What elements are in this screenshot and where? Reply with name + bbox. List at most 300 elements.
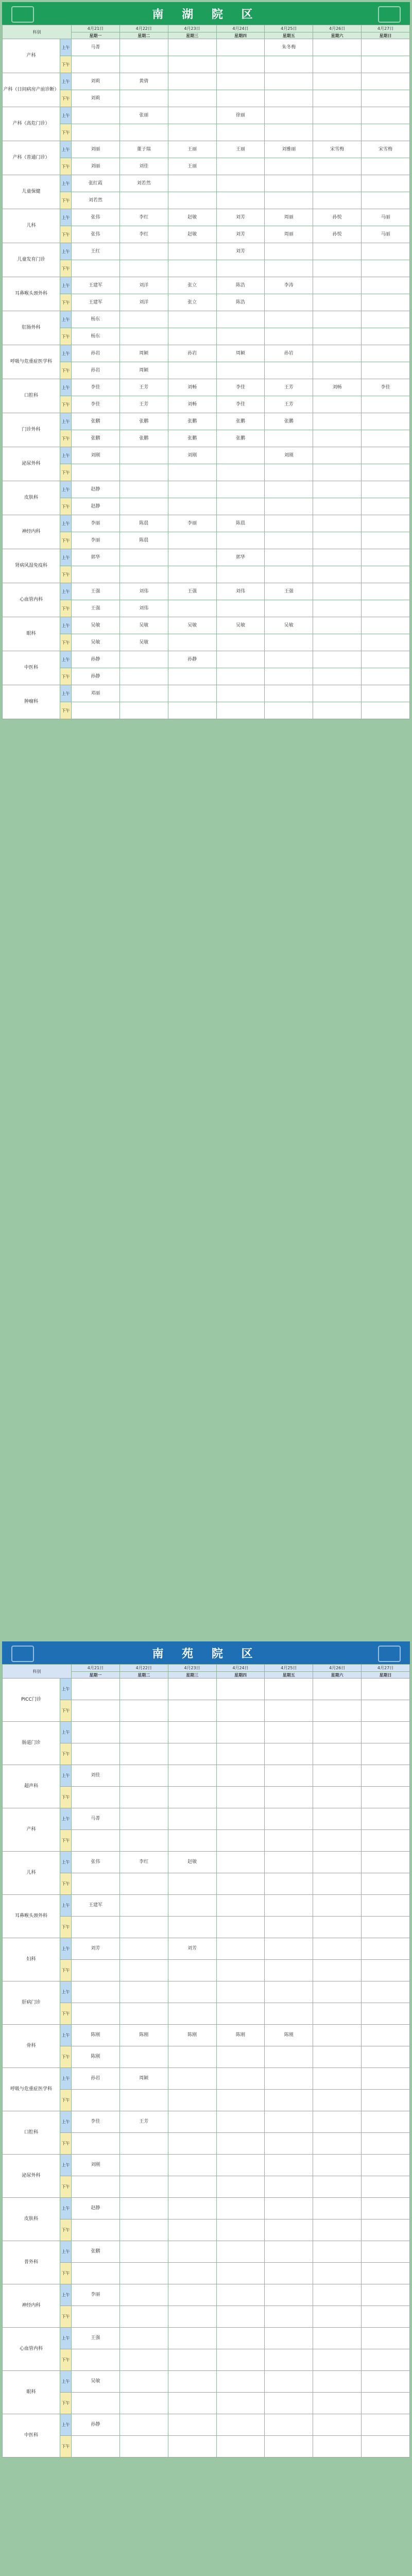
doctor-cell xyxy=(168,1787,216,1808)
doctor-cell xyxy=(119,2414,168,2436)
doctor-cell xyxy=(119,56,168,73)
doctor-cell xyxy=(265,311,313,328)
doctor-cell xyxy=(72,1722,120,1743)
afternoon-label: 下午 xyxy=(60,464,72,481)
doctor-cell: 张鹏 xyxy=(119,413,168,430)
doctor-cell: 陈刚 xyxy=(72,2046,120,2068)
doctor-cell xyxy=(313,2349,362,2371)
morning-label: 上午 xyxy=(60,379,72,396)
doctor-cell: 陈晨 xyxy=(119,515,168,532)
doctor-cell xyxy=(362,2284,410,2306)
table-row xyxy=(3,2349,410,2371)
doctor-cell: 赵敏 xyxy=(168,209,216,226)
doctor-cell xyxy=(265,175,313,192)
doctor-cell: 张鹏 xyxy=(216,430,265,447)
doctor-cell xyxy=(313,345,362,362)
doctor-cell xyxy=(119,1917,168,1938)
morning-label: 上午 xyxy=(60,175,72,192)
doctor-cell: 刘刚 xyxy=(168,447,216,464)
doctor-cell xyxy=(362,56,410,73)
doctor-cell xyxy=(313,2306,362,2328)
doctor-cell: 李丽 xyxy=(72,515,120,532)
doctor-cell: 刘丽 xyxy=(72,141,120,158)
table-row xyxy=(3,583,410,600)
doctor-cell xyxy=(216,311,265,328)
doctor-cell: 刘芳 xyxy=(168,1938,216,1960)
doctor-cell: 李涛 xyxy=(265,277,313,294)
doctor-cell xyxy=(168,2003,216,2025)
doctor-cell xyxy=(119,1938,168,1960)
table-row xyxy=(3,2241,410,2263)
dept-name: 肝病门诊 xyxy=(3,1981,60,2025)
table-row xyxy=(3,362,410,379)
table-row xyxy=(3,702,410,719)
doctor-cell xyxy=(119,1960,168,1981)
afternoon-label: 下午 xyxy=(60,362,72,379)
doctor-cell xyxy=(216,1895,265,1917)
doctor-cell: 刘洋 xyxy=(119,294,168,311)
table-row xyxy=(3,2046,410,2068)
doctor-cell xyxy=(216,1938,265,1960)
doctor-cell xyxy=(265,243,313,260)
doctor-cell xyxy=(72,1743,120,1765)
doctor-cell xyxy=(313,243,362,260)
doctor-cell: 李佳 xyxy=(72,2111,120,2133)
doctor-cell xyxy=(168,39,216,56)
doctor-cell xyxy=(72,124,120,141)
doctor-cell xyxy=(265,634,313,651)
doctor-cell xyxy=(313,1679,362,1700)
doctor-cell xyxy=(362,481,410,498)
morning-label: 上午 xyxy=(60,447,72,464)
doctor-cell xyxy=(313,634,362,651)
afternoon-label: 下午 xyxy=(60,566,72,583)
doctor-cell xyxy=(362,158,410,175)
doctor-cell xyxy=(168,1981,216,2003)
doctor-cell xyxy=(362,515,410,532)
doctor-cell xyxy=(216,2198,265,2219)
doctor-cell xyxy=(216,175,265,192)
campus-title-band xyxy=(2,2,410,25)
afternoon-label: 下午 xyxy=(60,328,72,345)
doctor-cell xyxy=(119,2003,168,2025)
doctor-cell xyxy=(119,1722,168,1743)
doctor-cell xyxy=(168,175,216,192)
doctor-cell xyxy=(168,2068,216,2090)
dept-name: 肠道门诊 xyxy=(3,1722,60,1765)
doctor-cell xyxy=(168,2414,216,2436)
morning-label: 上午 xyxy=(60,2111,72,2133)
doctor-cell: 孙岩 xyxy=(265,345,313,362)
doctor-cell xyxy=(119,39,168,56)
doctor-cell xyxy=(72,56,120,73)
doctor-cell xyxy=(265,498,313,515)
doctor-cell: 李佳 xyxy=(216,396,265,413)
doctor-cell xyxy=(313,685,362,702)
dept-name: 耳鼻喉头颈外科 xyxy=(3,1895,60,1938)
doctor-cell xyxy=(168,2349,216,2371)
doctor-cell xyxy=(119,2133,168,2155)
morning-label: 上午 xyxy=(60,515,72,532)
doctor-cell xyxy=(216,702,265,719)
campus-title: 南 湖 院 区 xyxy=(152,7,260,21)
table-row xyxy=(3,1873,410,1895)
doctor-cell xyxy=(119,498,168,515)
doctor-cell xyxy=(313,617,362,634)
doctor-cell xyxy=(265,1808,313,1830)
doctor-cell xyxy=(216,1830,265,1852)
doctor-cell xyxy=(119,464,168,481)
date-header: 4月21日 xyxy=(72,25,120,32)
doctor-cell xyxy=(119,1765,168,1787)
doctor-cell xyxy=(119,1679,168,1700)
doctor-cell xyxy=(72,1787,120,1808)
morning-label: 上午 xyxy=(60,2155,72,2176)
doctor-cell xyxy=(119,2090,168,2111)
morning-label: 上午 xyxy=(60,141,72,158)
doctor-cell: 刘芳 xyxy=(216,209,265,226)
table-row xyxy=(3,2414,410,2436)
doctor-cell xyxy=(216,1873,265,1895)
doctor-cell: 张鹏 xyxy=(168,430,216,447)
doctor-cell: 张伟 xyxy=(72,209,120,226)
doctor-cell xyxy=(119,651,168,668)
doctor-cell: 宋雪梅 xyxy=(362,141,410,158)
doctor-cell xyxy=(362,1852,410,1873)
doctor-cell xyxy=(362,1679,410,1700)
decorative-frame-icon xyxy=(378,1646,401,1662)
doctor-cell xyxy=(119,1981,168,2003)
doctor-cell xyxy=(313,464,362,481)
doctor-cell xyxy=(265,1722,313,1743)
doctor-cell: 赵静 xyxy=(72,2198,120,2219)
doctor-cell: 李丽 xyxy=(72,2284,120,2306)
doctor-cell: 刘芳 xyxy=(72,1938,120,1960)
morning-label: 上午 xyxy=(60,1938,72,1960)
doctor-cell: 王芳 xyxy=(119,2111,168,2133)
doctor-cell xyxy=(362,2414,410,2436)
doctor-cell: 周颖 xyxy=(119,345,168,362)
doctor-cell xyxy=(216,1700,265,1722)
doctor-cell xyxy=(313,175,362,192)
table-row xyxy=(3,1960,410,1981)
doctor-cell xyxy=(216,651,265,668)
doctor-cell xyxy=(362,2219,410,2241)
table-row xyxy=(3,2306,410,2328)
morning-label: 上午 xyxy=(60,209,72,226)
doctor-cell xyxy=(313,1700,362,1722)
table-row xyxy=(3,2176,410,2198)
morning-label: 上午 xyxy=(60,39,72,56)
doctor-cell xyxy=(313,447,362,464)
doctor-cell: 周丽 xyxy=(265,226,313,243)
dept-name: 肿瘤科 xyxy=(3,685,60,719)
doctor-cell: 李佳 xyxy=(72,396,120,413)
doctor-cell: 王强 xyxy=(72,583,120,600)
doctor-cell xyxy=(362,1808,410,1830)
doctor-cell xyxy=(313,2155,362,2176)
dept-name: 呼吸与危重症医学科 xyxy=(3,2068,60,2111)
doctor-cell: 杨东 xyxy=(72,328,120,345)
doctor-cell xyxy=(362,2436,410,2458)
doctor-cell xyxy=(362,2155,410,2176)
doctor-cell xyxy=(362,651,410,668)
doctor-cell: 李佳 xyxy=(216,379,265,396)
doctor-cell xyxy=(313,107,362,124)
doctor-cell xyxy=(362,1938,410,1960)
afternoon-label: 下午 xyxy=(60,430,72,447)
weekday-header: 星期日 xyxy=(362,32,410,39)
doctor-cell xyxy=(362,294,410,311)
morning-label: 上午 xyxy=(60,651,72,668)
doctor-cell xyxy=(216,2090,265,2111)
doctor-cell xyxy=(168,1808,216,1830)
doctor-cell xyxy=(313,90,362,107)
doctor-cell xyxy=(265,260,313,277)
doctor-cell xyxy=(72,1679,120,1700)
dept-name: 中医科 xyxy=(3,651,60,685)
doctor-cell xyxy=(362,1743,410,1765)
doctor-cell xyxy=(168,566,216,583)
doctor-cell xyxy=(72,2090,120,2111)
doctor-cell xyxy=(119,2371,168,2393)
doctor-cell xyxy=(313,430,362,447)
doctor-cell: 张鹏 xyxy=(168,413,216,430)
dept-name: 产科 xyxy=(3,39,60,73)
doctor-cell xyxy=(119,90,168,107)
campus-section-1 xyxy=(2,2,410,719)
date-header: 4月21日 xyxy=(72,1665,120,1672)
doctor-cell xyxy=(168,2328,216,2349)
doctor-cell xyxy=(265,600,313,617)
morning-label: 上午 xyxy=(60,1852,72,1873)
doctor-cell xyxy=(313,2046,362,2068)
weekday-header: 星期二 xyxy=(119,32,168,39)
doctor-cell: 赵敏 xyxy=(168,226,216,243)
table-row xyxy=(3,345,410,362)
doctor-cell: 吴敏 xyxy=(72,634,120,651)
doctor-cell xyxy=(168,464,216,481)
doctor-cell xyxy=(216,1917,265,1938)
doctor-cell xyxy=(265,2241,313,2263)
doctor-cell xyxy=(216,2284,265,2306)
doctor-cell: 刘芳 xyxy=(216,243,265,260)
afternoon-label: 下午 xyxy=(60,260,72,277)
table-row xyxy=(3,1722,410,1743)
morning-label: 上午 xyxy=(60,107,72,124)
doctor-cell xyxy=(216,2111,265,2133)
table-row xyxy=(3,430,410,447)
afternoon-label: 下午 xyxy=(60,1917,72,1938)
doctor-cell xyxy=(265,651,313,668)
doctor-cell: 李丽 xyxy=(168,515,216,532)
doctor-cell xyxy=(362,90,410,107)
table-row xyxy=(3,243,410,260)
doctor-cell xyxy=(362,124,410,141)
schedule-table xyxy=(2,25,410,719)
doctor-cell xyxy=(168,1679,216,1700)
doctor-cell xyxy=(168,549,216,566)
doctor-cell xyxy=(119,685,168,702)
doctor-cell: 孙静 xyxy=(168,651,216,668)
doctor-cell xyxy=(313,2111,362,2133)
doctor-cell xyxy=(168,498,216,515)
doctor-cell: 黄倩 xyxy=(119,73,168,90)
doctor-cell xyxy=(216,2371,265,2393)
table-row xyxy=(3,651,410,668)
doctor-cell xyxy=(313,2003,362,2025)
dept-name: 产科（日间病房产前诊断） xyxy=(3,73,60,107)
doctor-cell xyxy=(119,2306,168,2328)
table-row xyxy=(3,2436,410,2458)
doctor-cell xyxy=(72,1700,120,1722)
doctor-cell xyxy=(362,175,410,192)
table-row xyxy=(3,260,410,277)
afternoon-label: 下午 xyxy=(60,2349,72,2371)
doctor-cell xyxy=(119,328,168,345)
table-row xyxy=(3,2328,410,2349)
morning-label: 上午 xyxy=(60,413,72,430)
afternoon-label: 下午 xyxy=(60,1830,72,1852)
doctor-cell xyxy=(313,56,362,73)
doctor-cell xyxy=(362,1873,410,1895)
doctor-cell: 刘刚 xyxy=(72,2155,120,2176)
doctor-cell xyxy=(362,1981,410,2003)
table-row xyxy=(3,464,410,481)
doctor-cell xyxy=(313,158,362,175)
doctor-cell: 刘若然 xyxy=(72,192,120,209)
doctor-cell xyxy=(168,2263,216,2284)
doctor-cell xyxy=(216,1960,265,1981)
doctor-cell xyxy=(168,2306,216,2328)
doctor-cell xyxy=(168,1765,216,1787)
doctor-cell xyxy=(265,1700,313,1722)
doctor-cell xyxy=(362,2133,410,2155)
doctor-cell xyxy=(119,566,168,583)
doctor-cell xyxy=(313,1873,362,1895)
morning-label: 上午 xyxy=(60,243,72,260)
morning-label: 上午 xyxy=(60,311,72,328)
doctor-cell xyxy=(72,702,120,719)
doctor-cell xyxy=(265,566,313,583)
afternoon-label: 下午 xyxy=(60,600,72,617)
doctor-cell xyxy=(72,260,120,277)
doctor-cell: 张鹏 xyxy=(72,430,120,447)
doctor-cell xyxy=(362,2371,410,2393)
doctor-cell: 刘佳 xyxy=(119,158,168,175)
doctor-cell xyxy=(362,192,410,209)
doctor-cell: 吴敏 xyxy=(168,617,216,634)
doctor-cell xyxy=(119,2328,168,2349)
doctor-cell xyxy=(313,583,362,600)
doctor-cell: 孙悦 xyxy=(313,226,362,243)
doctor-cell xyxy=(216,2003,265,2025)
doctor-cell xyxy=(362,345,410,362)
doctor-cell xyxy=(265,1743,313,1765)
doctor-cell: 王强 xyxy=(265,583,313,600)
table-row xyxy=(3,1679,410,1700)
afternoon-label: 下午 xyxy=(60,2393,72,2414)
doctor-cell xyxy=(216,2241,265,2263)
table-row xyxy=(3,192,410,209)
doctor-cell: 赵敏 xyxy=(168,1852,216,1873)
doctor-cell xyxy=(265,107,313,124)
doctor-cell xyxy=(119,1700,168,1722)
doctor-cell xyxy=(265,532,313,549)
doctor-cell xyxy=(119,2393,168,2414)
morning-label: 上午 xyxy=(60,685,72,702)
doctor-cell: 刘畅 xyxy=(168,396,216,413)
morning-label: 上午 xyxy=(60,1765,72,1787)
doctor-cell xyxy=(216,2306,265,2328)
afternoon-label: 下午 xyxy=(60,634,72,651)
dept-name: 泌尿外科 xyxy=(3,2155,60,2198)
doctor-cell xyxy=(362,2241,410,2263)
doctor-cell xyxy=(72,2176,120,2198)
doctor-cell xyxy=(362,1895,410,1917)
date-header: 4月22日 xyxy=(119,25,168,32)
doctor-cell xyxy=(119,2219,168,2241)
doctor-cell xyxy=(313,1852,362,1873)
doctor-cell xyxy=(313,532,362,549)
dept-name: 眼科 xyxy=(3,2371,60,2414)
table-row xyxy=(3,413,410,430)
doctor-cell xyxy=(265,2393,313,2414)
doctor-cell: 李佳 xyxy=(72,379,120,396)
doctor-cell xyxy=(168,2241,216,2263)
doctor-cell: 孙岩 xyxy=(72,345,120,362)
table-row xyxy=(3,1938,410,1960)
doctor-cell xyxy=(216,1787,265,1808)
doctor-cell xyxy=(265,1830,313,1852)
doctor-cell xyxy=(168,90,216,107)
dept-name: 肛肠外科 xyxy=(3,311,60,345)
doctor-cell xyxy=(168,2046,216,2068)
doctor-cell xyxy=(265,1787,313,1808)
doctor-cell xyxy=(168,1830,216,1852)
doctor-cell xyxy=(216,464,265,481)
doctor-cell xyxy=(313,1808,362,1830)
doctor-cell xyxy=(313,124,362,141)
table-row xyxy=(3,311,410,328)
doctor-cell xyxy=(72,2133,120,2155)
doctor-cell xyxy=(265,192,313,209)
afternoon-label: 下午 xyxy=(60,1873,72,1895)
table-row xyxy=(3,2198,410,2219)
table-row xyxy=(3,1895,410,1917)
doctor-cell xyxy=(265,2133,313,2155)
table-row xyxy=(3,2155,410,2176)
doctor-cell xyxy=(362,39,410,56)
doctor-cell xyxy=(313,192,362,209)
doctor-cell xyxy=(362,549,410,566)
doctor-cell: 张鹏 xyxy=(216,413,265,430)
doctor-cell xyxy=(72,1960,120,1981)
date-header: 4月24日 xyxy=(216,25,265,32)
doctor-cell xyxy=(216,2176,265,2198)
doctor-cell xyxy=(119,2046,168,2068)
doctor-cell xyxy=(265,1765,313,1787)
doctor-cell: 王丽 xyxy=(216,141,265,158)
table-row xyxy=(3,39,410,56)
doctor-cell xyxy=(265,124,313,141)
doctor-cell: 刘丽 xyxy=(72,158,120,175)
dept-name: 儿科 xyxy=(3,1852,60,1895)
doctor-cell xyxy=(362,634,410,651)
doctor-cell xyxy=(313,277,362,294)
doctor-cell xyxy=(168,1722,216,1743)
doctor-cell xyxy=(313,2025,362,2046)
